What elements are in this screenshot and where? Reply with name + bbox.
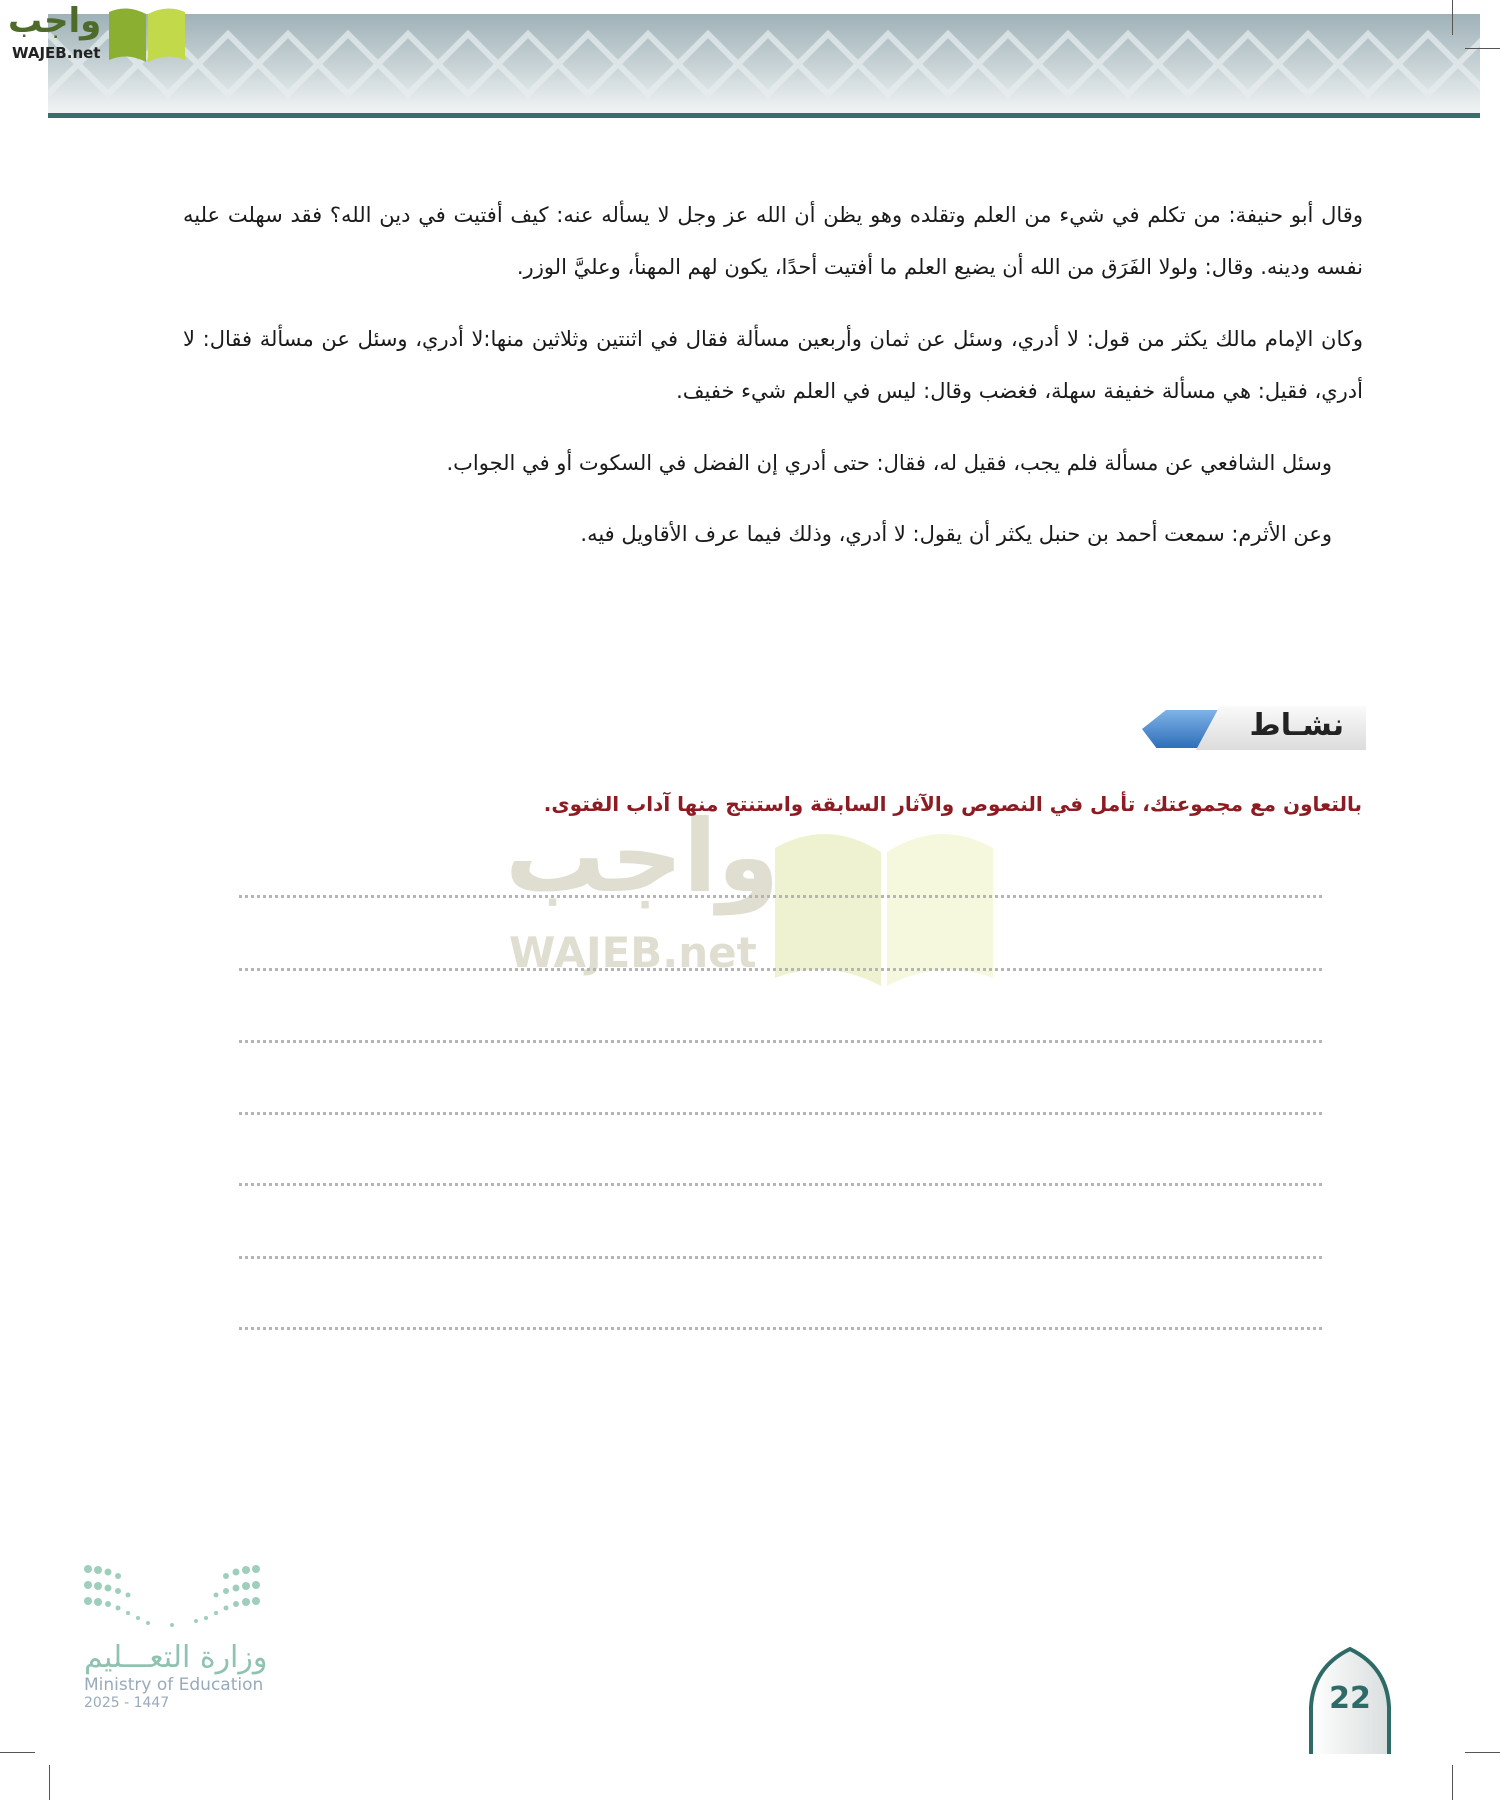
paragraph-shafii: وسئل الشافعي عن مسألة فلم يجب، فقيل له، فقال: حتى أدري إن الفضل في السكوت أو في الجواب.	[446, 451, 1332, 475]
watermark	[505, 798, 995, 988]
activity-heading	[1142, 706, 1366, 752]
logo-text-ar: واجب	[8, 1, 102, 41]
book-icon	[107, 4, 187, 64]
answer-line-7[interactable]	[239, 1327, 1322, 1330]
academic-year: 2025 - 1447	[84, 1695, 170, 1711]
header-band	[48, 14, 1480, 118]
geometric-pattern	[48, 14, 1480, 118]
ministry-logo	[84, 1563, 274, 1711]
watermark-book-icon	[773, 818, 995, 988]
answer-line-5[interactable]	[239, 1183, 1322, 1186]
paragraph-malik: وكان الإمام مالك يكثر من قول: لا أدري، وسئل عن ثمان وأربعين مسألة فقال في اثنتين وثلاثين منها:لا أدري، وسئل عن مسألة فقال: لا أدري، فقيل: هي مسألة خفيفة سهلة، فغضب وقال: ليس في العلم شيء خفيف.	[183, 327, 1363, 403]
watermark-text-ar: واجب	[505, 798, 780, 915]
answer-line-3[interactable]	[239, 1040, 1322, 1043]
crop-mark	[49, 1765, 50, 1800]
paragraph-abu-hanifa: وقال أبو حنيفة: من تكلم في شيء من العلم وتقلده وهو يظن أن الله عز وجل لا يسأله عنه: كيف أفتيت في دين الله؟ فقد سهلت عليه نفسه ودينه. وقال: ولولا الفَرَق من الله أن يضيع العلم ما أفتيت أحدًا، يكون لهم المهنأ، وعليَّ الوزر.	[183, 203, 1363, 279]
activity-instruction: بالتعاون مع مجموعتك، تأمل في النصوص والآثار السابقة واستنتج منها آداب الفتوى.	[543, 792, 1362, 816]
crop-mark	[1465, 1752, 1500, 1753]
logo-text-en: WAJEB.net	[12, 44, 101, 62]
crop-mark	[1452, 1765, 1453, 1800]
activity-title: نشـاط	[1249, 708, 1344, 743]
crop-mark	[1452, 0, 1453, 35]
watermark-text-en: WAJEB.net	[509, 928, 757, 977]
wajeb-logo	[8, 1, 187, 64]
answer-line-1[interactable]	[239, 895, 1322, 898]
ministry-name-ar: وزارة التعـــليم	[84, 1640, 268, 1675]
crop-mark	[0, 1752, 35, 1753]
answer-line-6[interactable]	[239, 1256, 1322, 1259]
crop-mark	[1465, 48, 1500, 49]
paragraph-athram: وعن الأثرم: سمعت أحمد بن حنبل يكثر أن يقول: لا أدري، وذلك فيما عرف الأقاويل فيه.	[580, 522, 1332, 546]
page-number-badge	[1308, 1647, 1392, 1754]
ministry-name-en: Ministry of Education	[84, 1675, 264, 1695]
answer-line-2[interactable]	[239, 968, 1322, 971]
ministry-dots-icon	[84, 1563, 264, 1628]
answer-line-4[interactable]	[239, 1112, 1322, 1115]
page-number: 22	[1329, 1681, 1371, 1716]
